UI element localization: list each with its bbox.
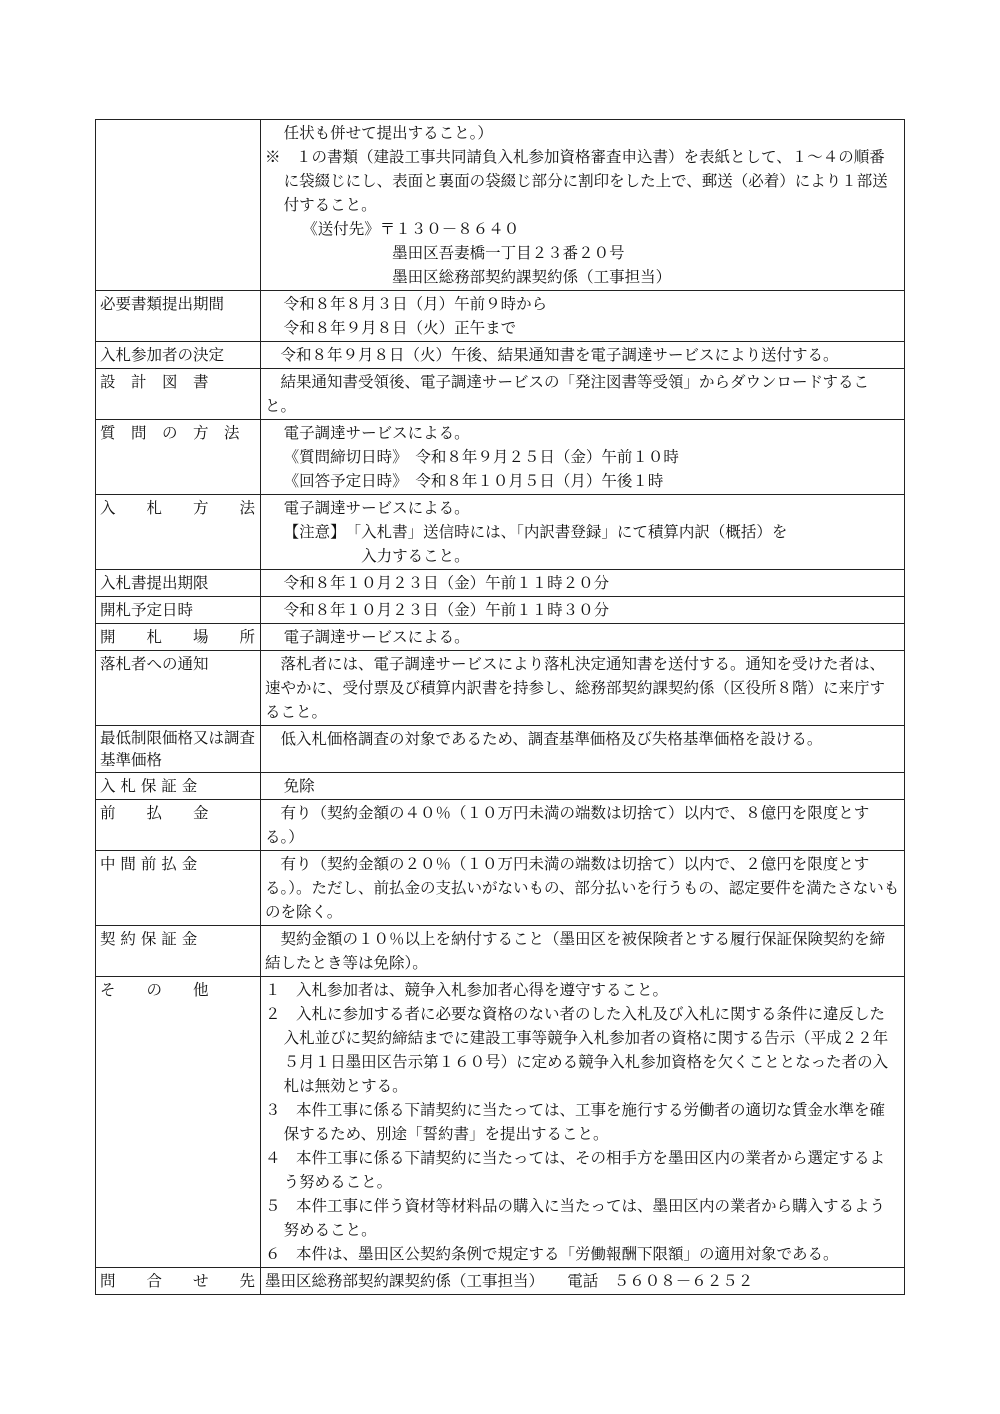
winner-notice-text: 落札者には、電子調達サービスにより落札決定通知書を送付する。通知を受けた者は、速やかに、受付票及び積算内訳書を持参し、総務部契約課契約係（区役所８階）に来庁すること。 <box>265 655 886 721</box>
row-label-winner-notice: 落札者への通知 <box>96 651 261 726</box>
table-row-bid-method <box>96 495 905 570</box>
opening-datetime-cell <box>261 597 905 624</box>
design-drawings-cell <box>261 369 905 420</box>
row-label-design-drawings: 設 計 図 書 <box>96 369 261 420</box>
row-label-bid-method: 入 札 方 法 <box>96 495 261 570</box>
table-row-participant-decision <box>96 342 905 369</box>
bid-method-caution-cont: 入力すること。 <box>361 547 470 565</box>
question-method-text: 電子調達サービスによる。 <box>283 424 470 442</box>
row-label-question-method: 質 問 の 方 法 <box>96 420 261 495</box>
row-label-bid-bond: 入 札 保 証 金 <box>96 773 261 800</box>
other-item-1: １ 入札参加者は、競争入札参加者心得を遵守すること。 <box>265 981 669 999</box>
winner-notice-cell <box>261 651 905 726</box>
bid-method-cell <box>261 495 905 570</box>
contact-cell <box>261 1268 905 1295</box>
contact-text: 墨田区総務部契約課契約係（工事担当） 電話 ５６０８－６２５２ <box>265 1272 754 1290</box>
table-row-contact <box>96 1268 905 1295</box>
other-item-4: ４ 本件工事に係る下請契約に当たっては、その相手方を墨田区内の業者から選定するよう努めること。 <box>265 1149 886 1191</box>
question-method-cell <box>261 420 905 495</box>
other-cell <box>261 977 905 1268</box>
other-item-6: ６ 本件は、墨田区公契約条例で規定する「労働報酬下限額」の適用対象である。 <box>265 1245 839 1263</box>
send-to-department: 墨田区総務部契約課契約係（工事担当） <box>392 268 672 286</box>
interim-advance-cell <box>261 851 905 926</box>
bid-deadline-cell <box>261 570 905 597</box>
row-label-contact: 問 合 せ 先 <box>96 1268 261 1295</box>
advance-payment-cell <box>261 800 905 851</box>
opening-datetime-text: 令和８年１０月２３日（金）午前１１時３０分 <box>283 601 610 619</box>
opening-place-cell <box>261 624 905 651</box>
bid-bond-text: 免除 <box>283 777 315 795</box>
table-row-opening-place <box>96 624 905 651</box>
row-label-document-period: 必要書類提出期間 <box>96 291 261 342</box>
other-item-2: ２ 入札に参加する者に必要な資格のない者のした入札及び入札に関する条件に違反した入札並びに契約締結までに建設工事等競争入札参加者の資格に関する告示（平成２２年５月１日墨田区告示第１６０号）に定める競争入札参加資格を欠くこととなった者の入札は無効とする。 <box>265 1005 889 1095</box>
design-drawings-text: 結果通知書受領後、電子調達サービスの「発注図書等受領」からダウンロードすること。 <box>265 373 870 415</box>
table-row-cover-note <box>96 120 905 291</box>
row-label-opening-place: 開 札 場 所 <box>96 624 261 651</box>
send-to-postal: 《送付先》〒１３０－８６４０ <box>302 220 520 238</box>
cover-note-cell <box>261 120 905 291</box>
row-label-opening-datetime: 開札予定日時 <box>96 597 261 624</box>
bid-method-caution: 【注意】 「入札書」送信時には、「内訳書登録」にて積算内訳（概括）を <box>283 523 788 541</box>
participant-decision-cell <box>261 342 905 369</box>
contract-bond-cell <box>261 926 905 977</box>
submission-note-text: ※ １の書類（建設工事共同請負入札参加資格審査申込書）を表紙として、１～４の順番に袋綴じにし、表面と裏面の袋綴じ部分に割印をした上で、郵送（必着）により１部送付すること。 <box>265 148 888 214</box>
table-row-question-method <box>96 420 905 495</box>
contract-bond-text: 契約金額の１０％以上を納付すること（墨田区を被保険者とする履行保証保険契約を締結したとき等は免除）。 <box>265 930 886 972</box>
table-row-minimum-price <box>96 726 905 773</box>
question-deadline: 《質問締切日時》 令和８年９月２５日（金）午前１０時 <box>283 448 679 466</box>
other-item-3: ３ 本件工事に係る下請契約に当たっては、工事を施行する労働者の適切な賃金水準を確保するため、別途「誓約書」を提出すること。 <box>265 1101 886 1143</box>
table-row-bid-deadline <box>96 570 905 597</box>
other-item-5: ５ 本件工事に伴う資材等材料品の購入に当たっては、墨田区内の業者から購入するよう努めること。 <box>265 1197 886 1239</box>
period-start: 令和８年８月３日（月）午前９時から <box>283 295 548 313</box>
row-label-empty <box>96 120 261 291</box>
bid-deadline-text: 令和８年１０月２３日（金）午前１１時２０分 <box>283 574 610 592</box>
row-label-participant-decision: 入札参加者の決定 <box>96 342 261 369</box>
table-row-advance-payment <box>96 800 905 851</box>
bid-notice-table <box>95 119 905 1295</box>
table-row-opening-datetime <box>96 597 905 624</box>
period-end: 令和８年９月８日（火）正午まで <box>283 319 517 337</box>
bid-method-text: 電子調達サービスによる。 <box>283 499 470 517</box>
table-row-bid-bond <box>96 773 905 800</box>
row-label-interim-advance: 中 間 前 払 金 <box>96 851 261 926</box>
table-row-contract-bond <box>96 926 905 977</box>
table-row-other <box>96 977 905 1268</box>
table-row-winner-notice <box>96 651 905 726</box>
row-label-bid-deadline: 入札書提出期限 <box>96 570 261 597</box>
send-to-address: 墨田区吾妻橋一丁目２３番２０号 <box>392 244 625 262</box>
advance-payment-text: 有り（契約金額の４０％（１０万円未満の端数は切捨て）以内で、８億円を限度とする。） <box>265 804 870 846</box>
row-label-other: そ の 他 <box>96 977 261 1268</box>
table-row-document-period <box>96 291 905 342</box>
proxy-note-text: 任状も併せて提出すること。） <box>283 124 493 142</box>
row-label-contract-bond: 契 約 保 証 金 <box>96 926 261 977</box>
answer-schedule: 《回答予定日時》 令和８年１０月５日（月）午後１時 <box>283 472 664 490</box>
document-period-cell <box>261 291 905 342</box>
bid-bond-cell <box>261 773 905 800</box>
interim-advance-text: 有り（契約金額の２０％（１０万円未満の端数は切捨て）以内で、２億円を限度とする。）。ただし、前払金の支払いがないもの、部分払いを行うもの、認定要件を満たさないものを除く。 <box>265 855 900 921</box>
opening-place-text: 電子調達サービスによる。 <box>283 628 470 646</box>
minimum-price-cell <box>261 726 905 773</box>
participant-decision-text: 令和８年９月８日（火）午後、結果通知書を電子調達サービスにより送付する。 <box>280 346 839 364</box>
table-row-design-drawings <box>96 369 905 420</box>
minimum-price-text: 低入札価格調査の対象であるため、調査基準価格及び失格基準価格を設ける。 <box>280 730 823 748</box>
table-row-interim-advance <box>96 851 905 926</box>
row-label-advance-payment: 前 払 金 <box>96 800 261 851</box>
row-label-minimum-price: 最低制限価格又は調査基準価格 <box>96 726 261 773</box>
